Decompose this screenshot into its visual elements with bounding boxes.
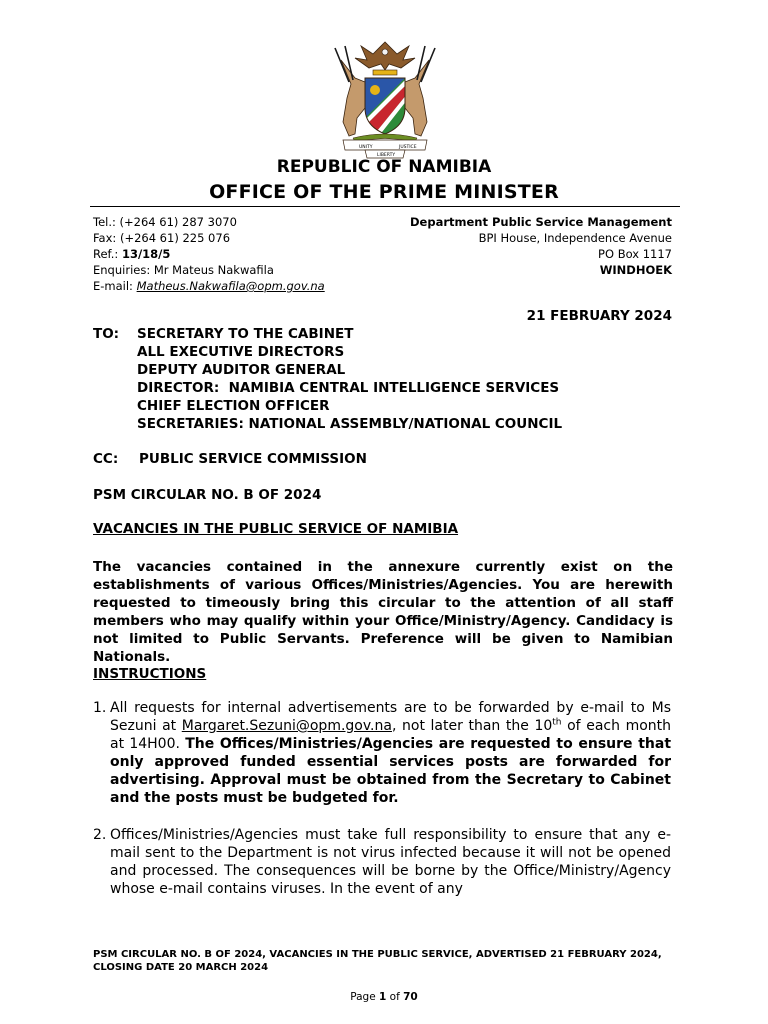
tel-line: Tel.: (+264 61) 287 3070 xyxy=(93,215,237,229)
cc-block xyxy=(93,451,367,467)
department-name: Department Public Service Management xyxy=(410,215,672,229)
department-address xyxy=(360,214,672,278)
page-footer: PSM CIRCULAR NO. B OF 2024, VACANCIES IN THE PUBLIC SERVICE, ADVERTISED 21 FEBRUARY 2024, CLOSING DATE 20 MARCH 2024 xyxy=(93,949,662,973)
to-line-1 xyxy=(93,325,562,343)
recipient: SECRETARIES: NATIONAL ASSEMBLY/NATIONAL COUNCIL xyxy=(137,416,563,432)
to-block xyxy=(93,325,562,433)
ref-line: Ref.: 13/18/5 xyxy=(93,247,171,261)
item-text: Offices/Ministries/Agencies must take full responsibility to ensure that any e-mail sent to the Department is not virus infected because it will not be opened and processed. The consequences will be borne by the Office/Ministry/Agency whose e-mail contains viruses. In the event of any xyxy=(110,827,671,897)
instructions-heading: INSTRUCTIONS xyxy=(93,666,207,682)
address-line-1: BPI House, Independence Avenue xyxy=(478,231,672,245)
ribbon-justice: JUSTICE xyxy=(399,145,417,150)
intro-paragraph: The vacancies contained in the annexure currently exist on the establishments of various Offices/Ministries/Agencies. You are herewith requested to timeously bring this circular to the attention of all staff members who may qualify within your Office/Ministry/Agency. Candidacy is not limited to Public Servants. Preference will be given to Namibian Nationals. xyxy=(93,559,673,665)
recipient: SECRETARY TO THE CABINET xyxy=(137,326,354,342)
instruction-item-2 xyxy=(93,826,671,898)
header-divider xyxy=(90,206,680,207)
sezuni-email-link[interactable]: Margaret.Sezuni@opm.gov.na xyxy=(181,718,392,734)
recipient: DIRECTOR: NAMIBIA CENTRAL INTELLIGENCE SERVICES xyxy=(137,380,560,396)
address-line-2: PO Box 1117 xyxy=(598,247,672,261)
cc-label: CC: xyxy=(93,451,119,467)
coat-of-arms-logo xyxy=(325,38,445,160)
tel-value: (+264 61) 287 3070 xyxy=(119,215,237,229)
email-line: E-mail: Matheus.Nakwafila@opm.gov.na xyxy=(93,279,325,293)
item-text: All requests for internal advertisements are to be forwarded by e-mail to Ms Sezuni at Margaret.Sezuni@opm.gov.na, not later than the 10th of each month at 14H00. The Offices/Ministries/Agencies are requested to ensure that only approved funded essential services posts are forwarded for advertising. Approval must be obtained from the Secretary to Cabinet and the posts must be budgeted for. xyxy=(110,700,672,806)
recipient: DEPUTY AUDITOR GENERAL xyxy=(137,362,346,378)
subject-heading: VACANCIES IN THE PUBLIC SERVICE OF NAMIBIA xyxy=(93,521,459,537)
ribbon-liberty: LIBERTY xyxy=(377,153,396,158)
page-number: Page 1 of 70 xyxy=(350,991,418,1003)
cc-value: PUBLIC SERVICE COMMISSION xyxy=(139,451,367,467)
enquiries-value: Mr Mateus Nakwafila xyxy=(153,263,274,277)
enquiries-line: Enquiries: Mr Mateus Nakwafila xyxy=(93,263,274,277)
ref-value: 13/18/5 xyxy=(121,247,171,261)
item-number: 2. xyxy=(93,827,107,843)
fax-value: (+264 61) 225 076 xyxy=(119,231,231,245)
recipient: ALL EXECUTIVE DIRECTORS xyxy=(137,344,345,360)
recipient: CHIEF ELECTION OFFICER xyxy=(137,398,330,414)
letter-date: 21 FEBRUARY 2024 xyxy=(526,308,672,324)
ribbon-unity: UNITY xyxy=(359,145,373,150)
fax-line: Fax: (+264 61) 225 076 xyxy=(93,231,231,245)
country-heading: REPUBLIC OF NAMIBIA xyxy=(276,157,492,177)
circular-number: PSM CIRCULAR NO. B OF 2024 xyxy=(93,487,322,503)
office-heading: OFFICE OF THE PRIME MINISTER xyxy=(209,181,559,203)
contact-email-link[interactable]: Matheus.Nakwafila@opm.gov.na xyxy=(136,279,325,293)
item-number: 1. xyxy=(93,700,107,716)
to-label: TO: xyxy=(93,326,120,342)
instruction-item-1 xyxy=(93,699,671,807)
address-city: WINDHOEK xyxy=(599,263,672,277)
